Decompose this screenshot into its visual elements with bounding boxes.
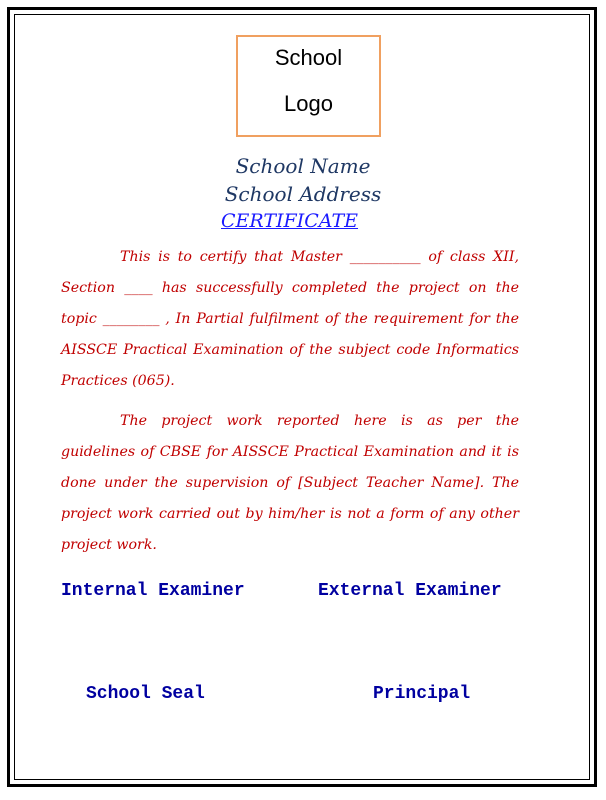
internal-examiner-label: Internal Examiner: [61, 581, 245, 601]
school-name: School Name: [235, 154, 371, 178]
school-logo-placeholder: [236, 35, 381, 137]
guidelines-paragraph: The project work reported here is as per the guidelines of CBSE for AISSCE Practical Examination and it is done under the supervision of [Subject Teacher Name]. The project work carried out by him/her is not a form of any other project work.: [61, 413, 519, 553]
certification-paragraph: This is to certify that Master __________ of class XII, Section ____ has successfully completed the project on the topic ________ , In Partial fulfilment of the requirement for the AISSCE Practical Examination of the subject code Informatics Practices (065).: [61, 249, 519, 389]
principal-label: Principal: [373, 684, 471, 704]
school-address: School Address: [224, 182, 382, 206]
logo-text-line2: Logo: [284, 91, 333, 116]
certificate-title: CERTIFICATE: [221, 210, 359, 232]
logo-text-line1: School: [274, 45, 343, 70]
external-examiner-label: External Examiner: [318, 581, 502, 601]
school-seal-label: School Seal: [86, 684, 205, 704]
